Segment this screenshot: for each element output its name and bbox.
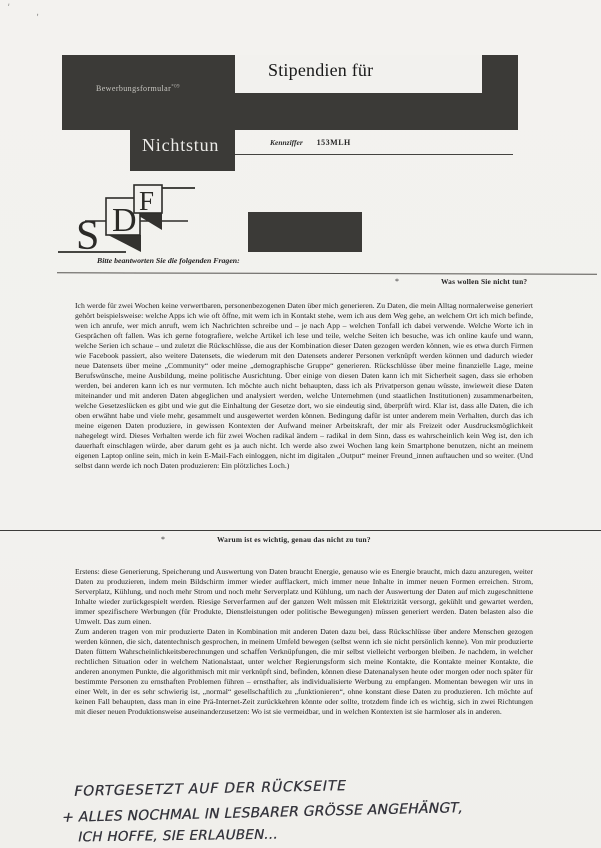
answer-2-text bbox=[75, 567, 533, 717]
header-rule bbox=[235, 154, 513, 155]
intro-instruction: Bitte beantworten Sie die folgenden Fragen: bbox=[97, 256, 240, 265]
answer-2-paragraph-2: Zum anderen tragen von mir produzierte Daten in Kombination mit anderen Daten dazu bei, dass Rückschlüsse über andere Menschen gezogen werden können, die sich, datentechnisch gesprochen, in meinem Umfeld bewegen (selbst wenn ich sie nicht persönlich kenne). Von mir produzierte Daten füttern Wahrscheinlichkeitsberechnungen und schaffen Verknüpfungen, die mir selbst vielleicht verborgen bleiben. Je nachdem, in welcher rechtlichen Situation oder in welchem Nationalstaat, unter welcher Regierungsform sich meine Kontakte, die Kontakte meiner Kontakte, die anderen anonymen Punkte, die algorithmisch mit mir verknüpft sind, befinden, können diese Datenanalysen heute oder morgen oder noch später für bestimmte Personen zu ernsthaften Problemen führen – ernsthafter, als individualisierte Werbung zu empfangen. Momentan bewegen wir uns in einer Welt, in der es sehr schwierig ist, „normal“ gesellschaftlich zu „funktionieren“, ohne konstant diese Daten zu produzieren. Ich möchte auf keinen Fall behaupten, dass man in eine Prä-Internet-Zeit zurückkehren könnte oder sollte, trotzdem finde ich es wichtig, sich in zwei Richtungen mit dieser neuen Produktionsweise auseinanderzusetzen: Wo ist sie vermeidbar, und in welchen Kontexten ist sie harmloser als in anderen. bbox=[75, 627, 533, 716]
form-type-label: Bewerbungsformular$^{*09}$ bbox=[96, 84, 180, 93]
handwritten-note-line-2: + ALLES NOCHMAL IN LESBARER GRÖSSE ANGEHÄNGT, bbox=[60, 800, 465, 826]
page-title-top: Stipendien für bbox=[268, 60, 374, 80]
answer-1-text: Ich werde für zwei Wochen keine verwertbaren, personenbezogenen Daten über mich generieren. Zu Daten, die mein Alltag normalerweise generiert gehört beispielsweise: welche Apps ich wie oft öffne, mit wem ich in Kontakt stehe, wem ich aus dem Weg gehe, an welchem Ort ich mich befinde, wen ich anrufe, wer mich anruft, wem ich Nachrichten schreibe und – je nach App – welchen Tonfall ich dabei verwende. Welche Worte ich in Gesprächen oft fallen. Was ich gerne fotografiere, welche Artikel ich lese und teile, welche Seiten ich besuche, was ich online kaufe und wann, welche Serien ich schaue – und zuletzt die Rückschlüsse, die aus der Kombination dieser Daten gezogen werden können, wie es etwa durch Firmen wie Facebook passiert, also weitere Datensets, die wiederum mit den Datensets anderer Personen verknüpft werden können und dadurch wieder neue Datensets über meine „Community“ oder meine „demographische Gruppe“ generieren. Rückschlüsse über meine finanzielle Lage, meine Berufswünsche, meine Ausbildung, meine politische Ausrichtung. Über einige von diesen Daten kann ich mit Sicherheit sagen, dass sie erhoben werden, bei anderen kann ich es nur vermuten. Ich möchte auch nicht behaupten, dass ich als Privatperson genau wüsste, inwieweit diese Daten miteinander und mit anderen Daten abgeglichen und analysiert werden, welche Unternehmen (und staatlichen Institutionen) zusammenarbeiten, welche Gesetzeslücken es gibt und wie gut die Einhaltung der Gesetze dort, wo sie eindeutig sind, überprüft wird. Klar ist, dass alle Daten, die ich oben erwähnt habe und viele mehr, gesammelt und ausgewertet werden können. Bedingung dafür ist unter anderem mein Verhalten, durch das ich meine eigenen Daten produziere, in gewissen Kontexten der Aufwand meiner Arbeitskraft, der mir als Freizeit oder Ausdrucksmöglichkeit nahegelegt wird. Dieses Verhalten werde ich für zwei Wochen radikal ändern – radikal in dem Sinn, dass es wahrscheinlich kein Weg ist, den ich dauerhaft einschlagen würde, aber darum geht es ja auch nicht. Ich werde also zwei Wochen lang kein Smartphone benutzen, nicht an meinem eigenen Laptop online sein, mich in kein E-Mail-Fach einloggen, nicht im digitalen „Output“ meiner Freund_innen auftauchen und so weiter. (Und selbst dann werde ich noch Daten produzieren: Ein plötzliches Loch.) bbox=[75, 301, 533, 470]
redaction-block bbox=[248, 212, 362, 252]
scan-corner-mark: , bbox=[35, 7, 40, 19]
question-2-marker: * bbox=[161, 535, 165, 544]
sdf-stairs-logo bbox=[58, 183, 198, 255]
kennziffer-row bbox=[270, 138, 351, 147]
form-label-footnote: *09 bbox=[171, 84, 180, 90]
kennziffer-value: 153MLH bbox=[316, 138, 351, 147]
scan-corner-mark: ' bbox=[6, 2, 11, 14]
question-2-label: Warum ist es wichtig, genau das nicht zu tun? bbox=[217, 535, 371, 544]
handwritten-note-line-1: FORTGESETZT AUF DER RÜCKSEITE bbox=[72, 778, 348, 800]
kennziffer-label: Kennziffer bbox=[270, 138, 303, 147]
logo-letter-f: F bbox=[139, 186, 155, 216]
page-title-bottom: Nichtstun bbox=[142, 135, 220, 155]
logo-letter-s: S bbox=[76, 213, 100, 255]
logo-letter-d: D bbox=[112, 202, 137, 239]
question-1-label: Was wollen Sie nicht tun? bbox=[441, 277, 528, 286]
separator-line bbox=[57, 272, 597, 274]
separator-line bbox=[0, 530, 601, 531]
answer-2-paragraph-1: Erstens: diese Generierung, Speicherung und Auswertung von Daten braucht Energie, genauso wie es Energie braucht, mich dazu anzuregen, weiter Daten zu produzieren, indem mein Bildschirm immer wieder aufflackert, mich immer neue Inhalte in immer neuen Formen erreichen. Strom, Serverplatz, Kühlung, und noch mehr Strom und noch mehr Serverplatz und Kühlung, um nach der Auswertung der Daten auf mich zugeschnittene Inhalte wieder zurückgespielt werden. Riesige Serverfarmen auf der ganzen Welt müssen mit Elektrizität versorgt, gekühlt und gewartet werden, immer spezifischere Werbungen (für Produkte, Dienstleistungen oder politische Bewegungen) müssen generiert werden. Daten belasten also die Umwelt. Das zum einen. bbox=[75, 567, 533, 626]
handwritten-note-line-3: ICH HOFFE, SIE ERLAUBEN... bbox=[76, 826, 280, 846]
question-1-marker: * bbox=[395, 277, 399, 286]
